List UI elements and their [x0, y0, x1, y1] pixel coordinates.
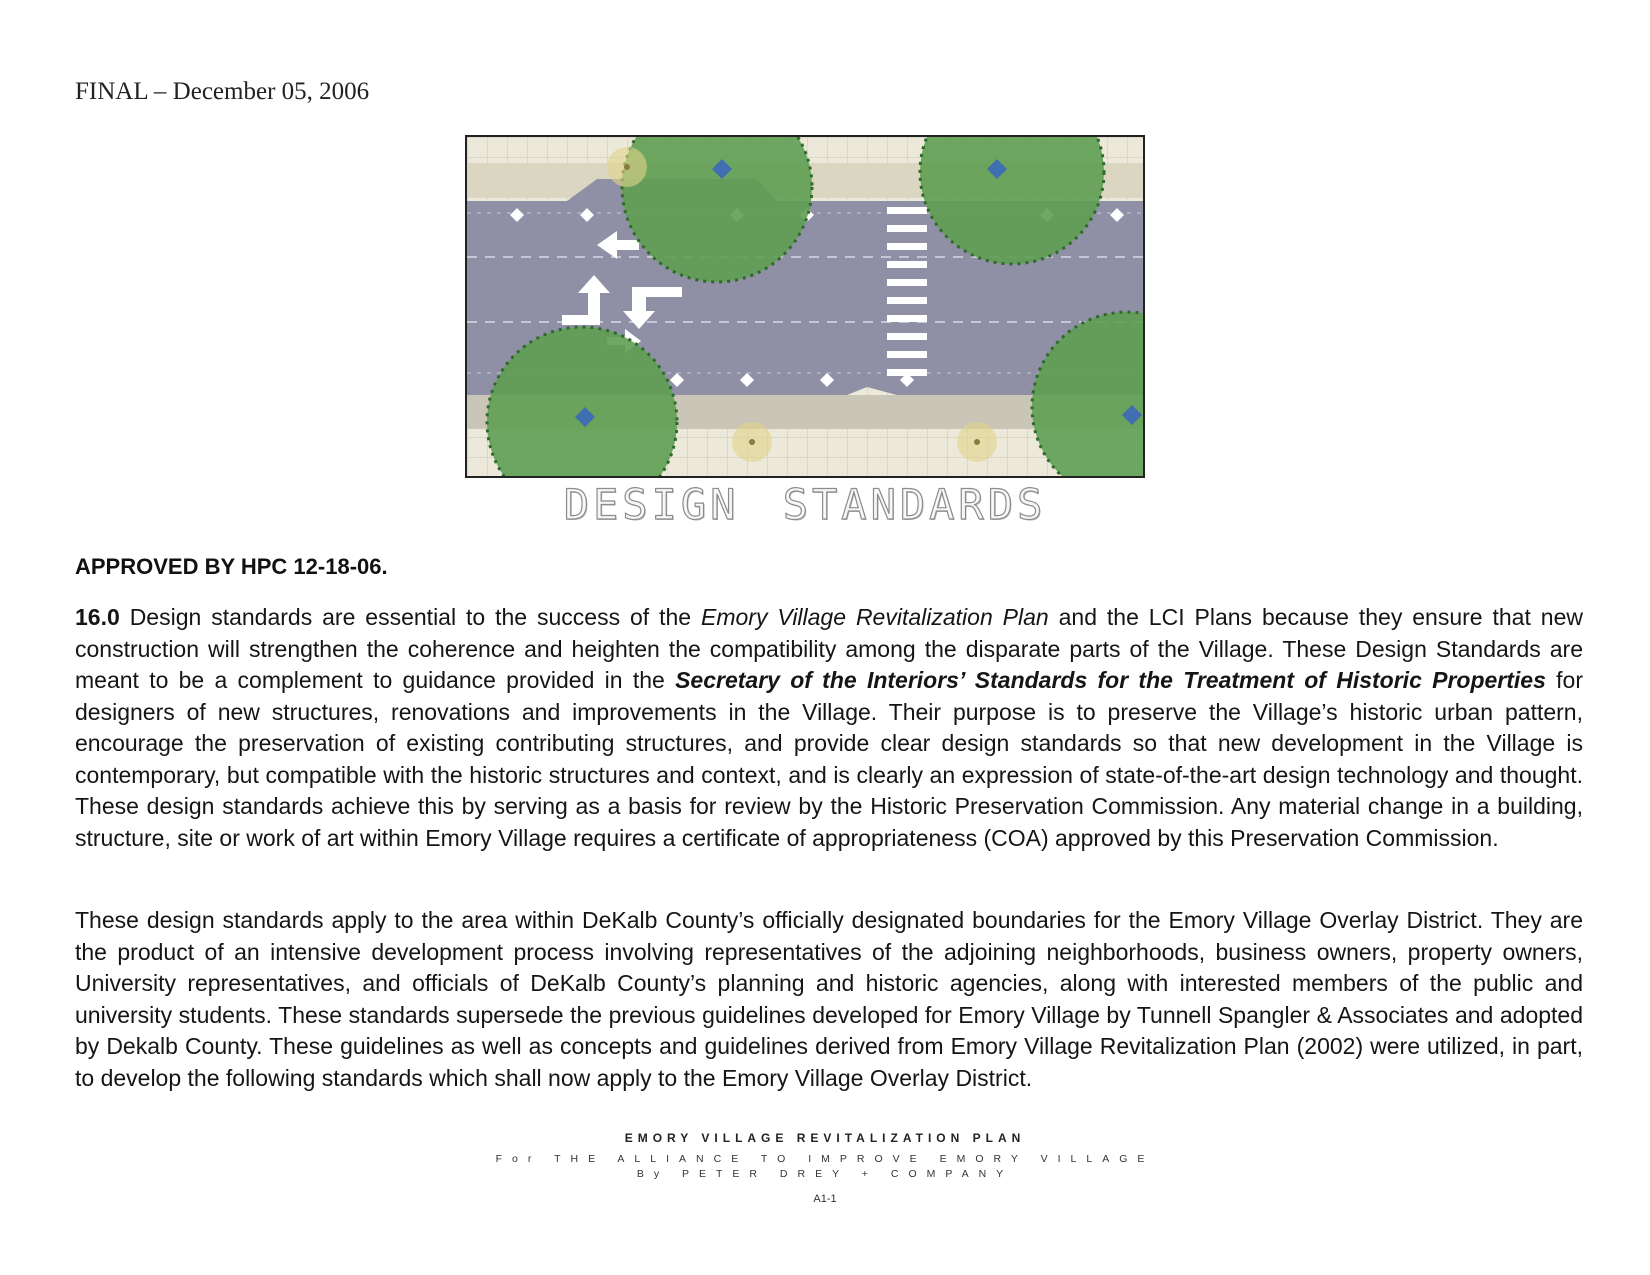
footer-client-line: For THE ALLIANCE TO IMPROVE EMORY VILLAGE [495, 1153, 1155, 1165]
figure-title: DESIGN STANDARDS [563, 480, 1047, 529]
footer-author-line: By PETER DREY + COMPANY [636, 1168, 1014, 1180]
standards-reference: Secretary of the Interiors’ Standards for the Treatment of Historic Properties [675, 667, 1546, 693]
paragraph-text: Design standards are essential to the success of the [119, 604, 702, 630]
section-number: 16.0 [75, 604, 120, 630]
street-plan-illustration [465, 135, 1145, 478]
document-date: FINAL – December 05, 2006 [75, 78, 370, 105]
page-number: A1-1 [813, 1193, 837, 1205]
scope-paragraph: These design standards apply to the area within DeKalb County’s officially designated boundaries for the Emory Village Overlay District. They are the product of an intensive development process involving representatives of the adjoining neighborhoods, business owners, property owners, University representatives, and officials of DeKalb County’s planning and historic agencies, along with interested members of the public and university students. These standards supersede the previous guidelines developed for Emory Village by Tunnell Spangler & Associates and adopted by Dekalb County. These guidelines as well as concepts and guidelines derived from Emory Village Revitalization Plan (2002) were utilized, in part, to develop the following standards which shall now apply to the Emory Village Overlay District. [75, 907, 1583, 1091]
paragraph-text: for designers of new structures, renovations and improvements in the Village. Their purpose is to preserve the Village’s historic urban pattern, encourage the preservation of existing contributing structures, and provide clear design standards so that new development in the Village is contemporary, but compatible with the historic structures and context, and is clearly an expression of state-of-the-art design technology and thought. These design standards achieve this by serving as a basis for review by the Historic Preservation Commission. Any material change in a building, structure, site or work of art within Emory Village requires a certificate of appropriateness (COA) approved by this Preservation Commission. [75, 667, 1583, 851]
section-16-paragraph [75, 602, 1583, 854]
footer-plan-title: EMORY VILLAGE REVITALIZATION PLAN [624, 1131, 1026, 1145]
street-plan-drawing [467, 137, 1143, 476]
plan-name: Emory Village Revitalization Plan [701, 604, 1049, 630]
paragraph-text: and the LCI Plans because they ensure that new construction will strengthen the coherence and heighten the compatibility among the disparate parts of the Village. These Design Standards are meant to be a complement to guidance provided in the [75, 604, 1583, 693]
approval-note: APPROVED BY HPC 12-18-06. [75, 554, 388, 579]
